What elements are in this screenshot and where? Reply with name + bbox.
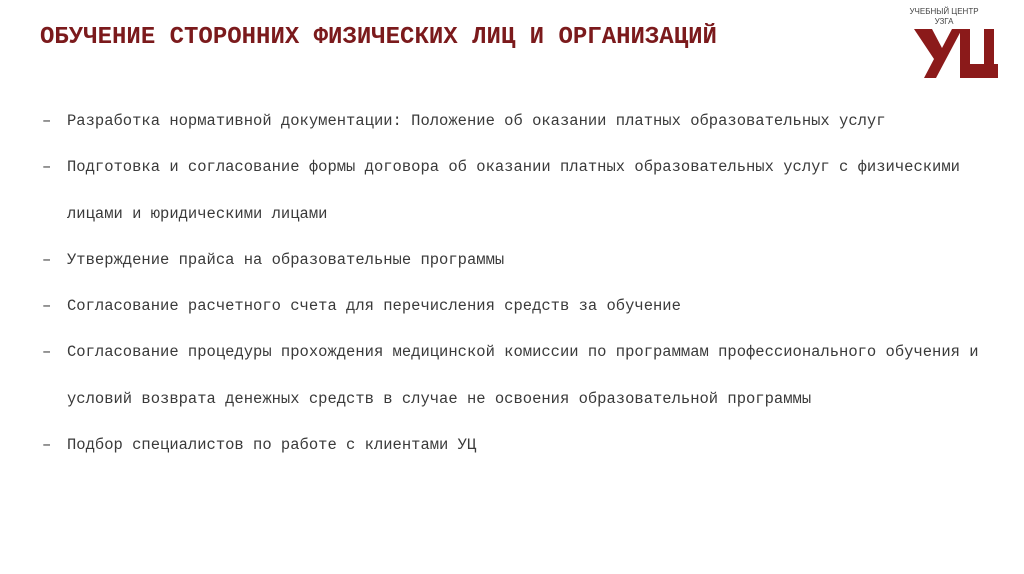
list-item [42,98,982,144]
bullet-text: Подготовка и согласование формы договора об оказании платных образовательных услуг с физическими лицами и юридическими лицами [67,158,960,223]
list-item [42,422,982,468]
bullet-text: Согласование процедуры прохождения медицинской комиссии по программам профессионального обучения и условий возврата денежных средств в случае не освоения образовательной программы [67,343,979,408]
uc-logo-mark-icon [912,26,998,80]
list-item [42,283,982,329]
bullet-dash: – [42,343,52,362]
bullet-list [42,98,982,468]
list-item [42,144,982,237]
bullet-text: Согласование расчетного счета для перечисления средств за обучение [67,297,681,316]
logo-caption-line-2: УЗГА [934,17,954,26]
list-item [42,237,982,283]
bullet-dash: – [42,436,52,455]
bullet-text: Утверждение прайса на образовательные программы [67,250,505,269]
bullet-dash: – [42,250,52,269]
bullet-dash: – [42,158,52,177]
bullet-dash: – [42,112,52,130]
list-item [42,329,982,422]
logo-caption-line-1: УЧЕБНЫЙ ЦЕНТР [909,7,979,16]
slide-title: ОБУЧЕНИЕ СТОРОННИХ ФИЗИЧЕСКИХ ЛИЦ И ОРГАНИЗАЦИЙ [40,24,717,51]
bullet-text: Подбор специалистов по работе с клиентами УЦ [67,436,477,455]
training-center-logo [894,4,1004,82]
bullet-text: Разработка нормативной документации: Положение об оказании платных образовательных услуг [67,112,886,130]
logo-caption [894,7,994,27]
bullet-dash: – [42,297,52,316]
